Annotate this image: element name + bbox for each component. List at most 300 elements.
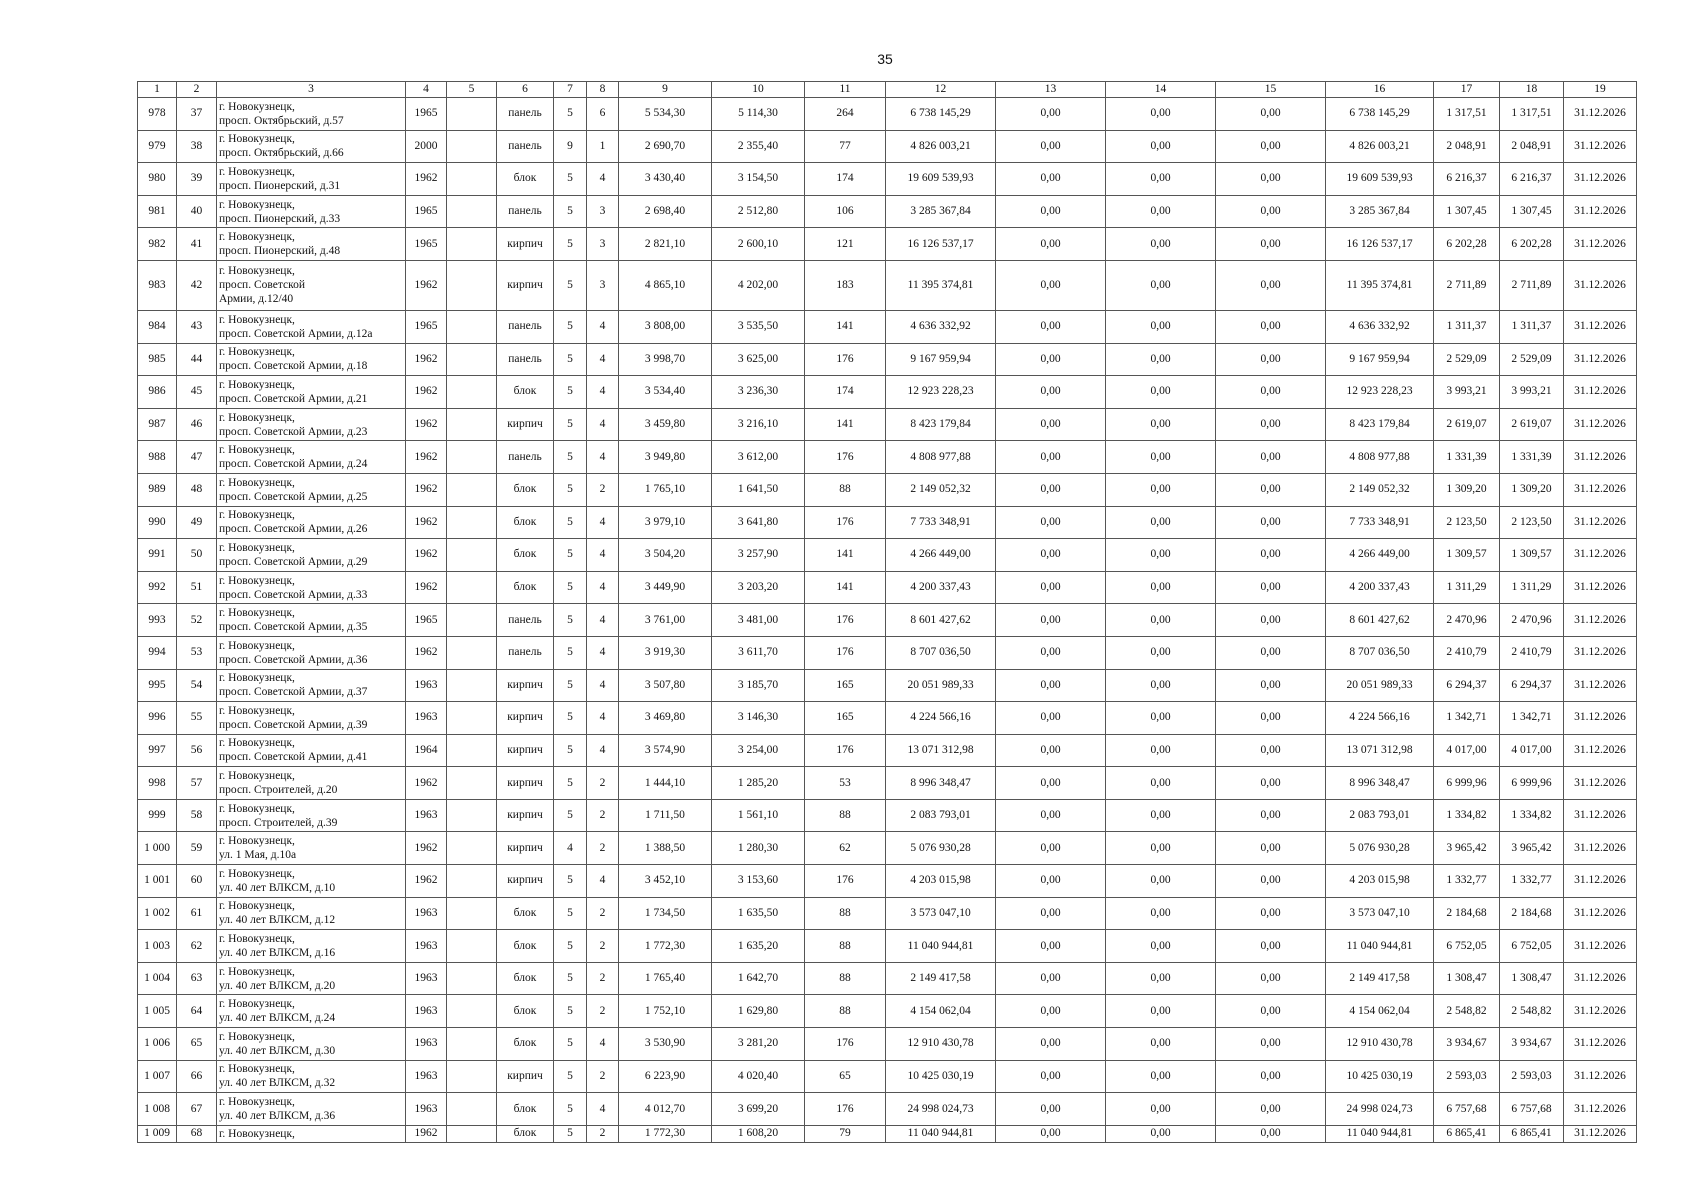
- table-cell: 19 609 539,93: [886, 163, 996, 196]
- table-cell: 68: [177, 1125, 217, 1142]
- column-header: 14: [1106, 82, 1216, 98]
- table-cell: 3: [587, 195, 619, 228]
- table-cell: 2 184,68: [1500, 897, 1564, 930]
- table-cell: 4: [587, 865, 619, 898]
- table-cell: 1 285,20: [712, 767, 805, 800]
- table-cell: [447, 1125, 497, 1142]
- address-cell: г. Новокузнецк, просп. Советской Армии, д.24: [217, 441, 406, 474]
- table-cell: [447, 408, 497, 441]
- table-cell: 1 765,40: [619, 962, 712, 995]
- table-cell: 4: [554, 832, 587, 865]
- table-cell: 3 949,80: [619, 441, 712, 474]
- table-cell: 4: [587, 408, 619, 441]
- table-cell: 1963: [406, 1093, 447, 1126]
- table-cell: 1 635,50: [712, 897, 805, 930]
- table-row: [138, 310, 1637, 343]
- table-cell: 51: [177, 571, 217, 604]
- table-cell: 1 002: [138, 897, 177, 930]
- table-cell: 0,00: [1216, 343, 1326, 376]
- table-cell: 6: [587, 98, 619, 131]
- table-cell: 0,00: [1216, 571, 1326, 604]
- table-cell: 31.12.2026: [1564, 702, 1637, 735]
- table-cell: 1962: [406, 571, 447, 604]
- table-cell: 2 593,03: [1500, 1060, 1564, 1093]
- table-cell: 174: [805, 376, 886, 409]
- table-cell: 0,00: [1106, 376, 1216, 409]
- table-cell: 6 738 145,29: [1326, 98, 1434, 131]
- table-cell: 3 154,50: [712, 163, 805, 196]
- table-cell: 1962: [406, 767, 447, 800]
- table-cell: 4 017,00: [1500, 734, 1564, 767]
- table-cell: 0,00: [1216, 930, 1326, 963]
- table-cell: 0,00: [1216, 897, 1326, 930]
- table-cell: 31.12.2026: [1564, 228, 1637, 261]
- table-cell: 16 126 537,17: [886, 228, 996, 261]
- table-cell: [447, 473, 497, 506]
- table-cell: 5: [554, 1028, 587, 1061]
- table-cell: 4: [587, 506, 619, 539]
- table-cell: 1963: [406, 702, 447, 735]
- table-cell: 6 757,68: [1434, 1093, 1500, 1126]
- table-cell: 4: [587, 636, 619, 669]
- table-row: [138, 767, 1637, 800]
- table-cell: 176: [805, 734, 886, 767]
- address-cell: г. Новокузнецк, ул. 40 лет ВЛКСМ, д.24: [217, 995, 406, 1028]
- table-cell: 2 083 793,01: [1326, 799, 1434, 832]
- table-cell: 31.12.2026: [1564, 571, 1637, 604]
- table-cell: 88: [805, 962, 886, 995]
- table-cell: 3 481,00: [712, 604, 805, 637]
- table-cell: 1 331,39: [1434, 441, 1500, 474]
- table-cell: [447, 636, 497, 669]
- table-cell: 4 808 977,88: [1326, 441, 1434, 474]
- table-cell: 1 308,47: [1500, 962, 1564, 995]
- register-table: [137, 81, 1637, 1143]
- table-cell: 5: [554, 408, 587, 441]
- table-cell: 2 470,96: [1500, 604, 1564, 637]
- table-cell: 2 083 793,01: [886, 799, 996, 832]
- table-cell: 1962: [406, 343, 447, 376]
- table-cell: 0,00: [1216, 604, 1326, 637]
- table-cell: 0,00: [1216, 163, 1326, 196]
- table-cell: 3 612,00: [712, 441, 805, 474]
- table-row: [138, 1125, 1637, 1142]
- table-row: [138, 195, 1637, 228]
- table-cell: 4: [587, 441, 619, 474]
- address-cell: г. Новокузнецк, ул. 40 лет ВЛКСМ, д.32: [217, 1060, 406, 1093]
- table-cell: 3 530,90: [619, 1028, 712, 1061]
- table-cell: блок: [497, 473, 554, 506]
- table-cell: 1 309,20: [1434, 473, 1500, 506]
- table-cell: [447, 897, 497, 930]
- column-header: 5: [447, 82, 497, 98]
- table-cell: 2 711,89: [1434, 260, 1500, 310]
- table-cell: 0,00: [1216, 962, 1326, 995]
- table-cell: 11 040 944,81: [1326, 930, 1434, 963]
- table-cell: 63: [177, 962, 217, 995]
- table-cell: 0,00: [996, 636, 1106, 669]
- table-cell: 106: [805, 195, 886, 228]
- table-cell: 1 317,51: [1434, 98, 1500, 131]
- table-cell: 0,00: [996, 1028, 1106, 1061]
- table-cell: 5 076 930,28: [886, 832, 996, 865]
- table-cell: 0,00: [996, 1093, 1106, 1126]
- table-cell: 10 425 030,19: [1326, 1060, 1434, 1093]
- table-cell: 5 076 930,28: [1326, 832, 1434, 865]
- table-cell: [447, 376, 497, 409]
- table-cell: 0,00: [1216, 1125, 1326, 1142]
- table-cell: 0,00: [1216, 1060, 1326, 1093]
- table-cell: 31.12.2026: [1564, 539, 1637, 572]
- table-row: [138, 130, 1637, 163]
- table-cell: 1 280,30: [712, 832, 805, 865]
- table-cell: 24 998 024,73: [886, 1093, 996, 1126]
- table-cell: [447, 1060, 497, 1093]
- table-cell: 31.12.2026: [1564, 473, 1637, 506]
- table-row: [138, 260, 1637, 310]
- table-cell: [447, 539, 497, 572]
- table-row: [138, 995, 1637, 1028]
- table-cell: 264: [805, 98, 886, 131]
- table-cell: 0,00: [1106, 343, 1216, 376]
- table-cell: 31.12.2026: [1564, 995, 1637, 1028]
- table-cell: 176: [805, 604, 886, 637]
- table-cell: 3 573 047,10: [886, 897, 996, 930]
- address-cell: г. Новокузнецк, просп. Октябрьский, д.57: [217, 98, 406, 131]
- address-cell: г. Новокузнецк, просп. Пионерский, д.31: [217, 163, 406, 196]
- address-cell: г. Новокузнецк, просп. Строителей, д.39: [217, 799, 406, 832]
- table-cell: 8 996 348,47: [886, 767, 996, 800]
- table-cell: 141: [805, 539, 886, 572]
- table-cell: блок: [497, 376, 554, 409]
- table-cell: 0,00: [996, 1125, 1106, 1142]
- table-cell: 1963: [406, 897, 447, 930]
- table-cell: 0,00: [1106, 767, 1216, 800]
- table-cell: 0,00: [996, 669, 1106, 702]
- table-cell: 31.12.2026: [1564, 865, 1637, 898]
- table-cell: 2 355,40: [712, 130, 805, 163]
- table-row: [138, 799, 1637, 832]
- table-cell: 3 449,90: [619, 571, 712, 604]
- table-row: [138, 376, 1637, 409]
- table-cell: 9 167 959,94: [886, 343, 996, 376]
- address-cell: г. Новокузнецк, просп. Советской Армии, д.12/40: [217, 260, 406, 310]
- table-cell: 3 993,21: [1500, 376, 1564, 409]
- table-cell: 2: [587, 995, 619, 1028]
- table-cell: 4: [587, 343, 619, 376]
- table-cell: 6 738 145,29: [886, 98, 996, 131]
- table-cell: 38: [177, 130, 217, 163]
- table-cell: 5: [554, 962, 587, 995]
- table-cell: [447, 98, 497, 131]
- table-cell: 986: [138, 376, 177, 409]
- table-cell: 141: [805, 310, 886, 343]
- table-cell: 0,00: [1106, 163, 1216, 196]
- table-cell: 88: [805, 473, 886, 506]
- table-cell: 49: [177, 506, 217, 539]
- table-cell: 1 641,50: [712, 473, 805, 506]
- table-cell: 20 051 989,33: [886, 669, 996, 702]
- table-cell: 0,00: [1216, 539, 1326, 572]
- table-cell: 31.12.2026: [1564, 1028, 1637, 1061]
- table-cell: 3 979,10: [619, 506, 712, 539]
- column-header: 2: [177, 82, 217, 98]
- table-cell: 0,00: [996, 98, 1106, 131]
- table-cell: 1 635,20: [712, 930, 805, 963]
- table-cell: 5: [554, 799, 587, 832]
- table-header: [138, 82, 1637, 98]
- table-cell: 183: [805, 260, 886, 310]
- table-cell: 1 311,37: [1434, 310, 1500, 343]
- table-cell: 2: [587, 1060, 619, 1093]
- table-cell: [447, 343, 497, 376]
- table-cell: 2 619,07: [1434, 408, 1500, 441]
- address-cell: г. Новокузнецк, просп. Советской Армии, д.21: [217, 376, 406, 409]
- table-cell: 1 009: [138, 1125, 177, 1142]
- address-cell: г. Новокузнецк, просп. Советской Армии, д.26: [217, 506, 406, 539]
- table-cell: 8 601 427,62: [886, 604, 996, 637]
- column-header: 13: [996, 82, 1106, 98]
- table-cell: 1962: [406, 865, 447, 898]
- table-cell: 0,00: [996, 799, 1106, 832]
- table-cell: 31.12.2026: [1564, 441, 1637, 474]
- address-cell: г. Новокузнецк, просп. Советской Армии, д.25: [217, 473, 406, 506]
- table-cell: панель: [497, 604, 554, 637]
- table-cell: 992: [138, 571, 177, 604]
- table-cell: 4 224 566,16: [886, 702, 996, 735]
- address-cell: г. Новокузнецк, просп. Советской Армии, д.35: [217, 604, 406, 637]
- table-cell: 0,00: [996, 376, 1106, 409]
- table-cell: 31.12.2026: [1564, 799, 1637, 832]
- table-cell: 3 919,30: [619, 636, 712, 669]
- table-cell: 31.12.2026: [1564, 163, 1637, 196]
- table-cell: 121: [805, 228, 886, 261]
- address-cell: г. Новокузнецк, ул. 1 Мая, д.10а: [217, 832, 406, 865]
- table-cell: 3 993,21: [1434, 376, 1500, 409]
- table-cell: блок: [497, 1028, 554, 1061]
- table-cell: 31.12.2026: [1564, 734, 1637, 767]
- table-cell: 50: [177, 539, 217, 572]
- table-cell: 1 342,71: [1434, 702, 1500, 735]
- table-cell: 62: [177, 930, 217, 963]
- table-cell: 989: [138, 473, 177, 506]
- address-cell: г. Новокузнецк, ул. 40 лет ВЛКСМ, д.12: [217, 897, 406, 930]
- table-cell: 1962: [406, 1125, 447, 1142]
- table-cell: 31.12.2026: [1564, 195, 1637, 228]
- table-cell: 1 000: [138, 832, 177, 865]
- table-cell: [447, 310, 497, 343]
- table-cell: 1965: [406, 228, 447, 261]
- table-cell: 31.12.2026: [1564, 1093, 1637, 1126]
- table-cell: 31.12.2026: [1564, 343, 1637, 376]
- table-cell: 0,00: [1106, 995, 1216, 1028]
- table-cell: 12 923 228,23: [1326, 376, 1434, 409]
- table-cell: блок: [497, 539, 554, 572]
- table-row: [138, 865, 1637, 898]
- table-cell: [447, 930, 497, 963]
- table-cell: 79: [805, 1125, 886, 1142]
- table-row: [138, 930, 1637, 963]
- table-cell: 0,00: [996, 343, 1106, 376]
- table-cell: 1 772,30: [619, 1125, 712, 1142]
- table-cell: 1 311,37: [1500, 310, 1564, 343]
- table-cell: [447, 228, 497, 261]
- table-cell: 31.12.2026: [1564, 604, 1637, 637]
- table-cell: 2 619,07: [1500, 408, 1564, 441]
- table-cell: 1 334,82: [1434, 799, 1500, 832]
- table-cell: 4: [587, 702, 619, 735]
- table-cell: 0,00: [996, 539, 1106, 572]
- table-cell: 62: [805, 832, 886, 865]
- column-header: 3: [217, 82, 406, 98]
- table-cell: 0,00: [1216, 636, 1326, 669]
- column-header: 7: [554, 82, 587, 98]
- table-cell: 4 012,70: [619, 1093, 712, 1126]
- table-cell: 0,00: [1216, 734, 1326, 767]
- table-cell: 4 020,40: [712, 1060, 805, 1093]
- table-cell: 59: [177, 832, 217, 865]
- table-cell: панель: [497, 343, 554, 376]
- table-cell: 1962: [406, 376, 447, 409]
- table-cell: блок: [497, 962, 554, 995]
- table-cell: 3 236,30: [712, 376, 805, 409]
- table-cell: 53: [805, 767, 886, 800]
- table-cell: 0,00: [996, 995, 1106, 1028]
- column-header: 6: [497, 82, 554, 98]
- table-cell: 0,00: [1106, 228, 1216, 261]
- table-cell: блок: [497, 506, 554, 539]
- table-cell: 988: [138, 441, 177, 474]
- table-cell: 4 865,10: [619, 260, 712, 310]
- address-cell: г. Новокузнецк, просп. Советской Армии, д.23: [217, 408, 406, 441]
- table-cell: 0,00: [996, 1060, 1106, 1093]
- table-cell: 3 254,00: [712, 734, 805, 767]
- table-cell: 1 332,77: [1500, 865, 1564, 898]
- table-cell: 1963: [406, 962, 447, 995]
- table-cell: 0,00: [996, 702, 1106, 735]
- table-cell: 0,00: [1216, 669, 1326, 702]
- column-header: 4: [406, 82, 447, 98]
- table-cell: 6 294,37: [1500, 669, 1564, 702]
- table-cell: 2 149 052,32: [1326, 473, 1434, 506]
- table-cell: 31.12.2026: [1564, 310, 1637, 343]
- table-cell: 88: [805, 897, 886, 930]
- table-cell: 3 625,00: [712, 343, 805, 376]
- table-cell: 6 223,90: [619, 1060, 712, 1093]
- table-cell: 0,00: [1106, 441, 1216, 474]
- table-cell: 6 999,96: [1500, 767, 1564, 800]
- table-cell: 0,00: [996, 260, 1106, 310]
- table-cell: 31.12.2026: [1564, 408, 1637, 441]
- table-cell: 1 629,80: [712, 995, 805, 1028]
- table-row: [138, 228, 1637, 261]
- table-row: [138, 1028, 1637, 1061]
- table-cell: 1963: [406, 669, 447, 702]
- table-cell: 1962: [406, 473, 447, 506]
- table-cell: 141: [805, 571, 886, 604]
- table-cell: 0,00: [996, 163, 1106, 196]
- table-cell: 3 469,80: [619, 702, 712, 735]
- table-cell: 88: [805, 995, 886, 1028]
- table-cell: кирпич: [497, 408, 554, 441]
- table-cell: 3 699,20: [712, 1093, 805, 1126]
- table-cell: 47: [177, 441, 217, 474]
- table-cell: 1962: [406, 441, 447, 474]
- table-cell: 65: [177, 1028, 217, 1061]
- table-cell: 11 040 944,81: [886, 1125, 996, 1142]
- table-cell: 2 123,50: [1500, 506, 1564, 539]
- table-cell: 0,00: [996, 310, 1106, 343]
- table-cell: 1963: [406, 995, 447, 1028]
- table-cell: 4 200 337,43: [886, 571, 996, 604]
- table-cell: 13 071 312,98: [1326, 734, 1434, 767]
- table-cell: 41: [177, 228, 217, 261]
- table-cell: 45: [177, 376, 217, 409]
- table-row: [138, 962, 1637, 995]
- table-cell: 0,00: [1106, 195, 1216, 228]
- table-cell: 5: [554, 260, 587, 310]
- table-cell: 176: [805, 636, 886, 669]
- table-cell: кирпич: [497, 669, 554, 702]
- table-cell: 3 216,10: [712, 408, 805, 441]
- column-header: 10: [712, 82, 805, 98]
- column-header: 15: [1216, 82, 1326, 98]
- table-cell: 987: [138, 408, 177, 441]
- table-cell: 6 865,41: [1500, 1125, 1564, 1142]
- table-cell: 5: [554, 571, 587, 604]
- table-cell: 982: [138, 228, 177, 261]
- table-cell: 2 548,82: [1500, 995, 1564, 1028]
- table-row: [138, 734, 1637, 767]
- table-cell: 176: [805, 441, 886, 474]
- table-cell: 4 154 062,04: [886, 995, 996, 1028]
- table-cell: 2: [587, 1125, 619, 1142]
- table-cell: 0,00: [1216, 228, 1326, 261]
- table-cell: 2 711,89: [1500, 260, 1564, 310]
- table-cell: 0,00: [996, 930, 1106, 963]
- table-cell: блок: [497, 995, 554, 1028]
- table-cell: [447, 734, 497, 767]
- table-cell: 3 934,67: [1500, 1028, 1564, 1061]
- address-cell: г. Новокузнецк, просп. Пионерский, д.48: [217, 228, 406, 261]
- table-cell: 0,00: [1216, 702, 1326, 735]
- table-cell: 4 266 449,00: [886, 539, 996, 572]
- address-cell: г. Новокузнецк, просп. Строителей, д.20: [217, 767, 406, 800]
- table-cell: 1963: [406, 799, 447, 832]
- table-cell: 998: [138, 767, 177, 800]
- column-header: 8: [587, 82, 619, 98]
- table-cell: блок: [497, 163, 554, 196]
- table-cell: 5: [554, 1125, 587, 1142]
- table-cell: 3 452,10: [619, 865, 712, 898]
- table-cell: 2 512,80: [712, 195, 805, 228]
- table-cell: 1965: [406, 604, 447, 637]
- table-cell: 2: [587, 799, 619, 832]
- table-cell: 1963: [406, 1028, 447, 1061]
- table-cell: 4 266 449,00: [1326, 539, 1434, 572]
- column-header: 19: [1564, 82, 1637, 98]
- table-cell: 3 430,40: [619, 163, 712, 196]
- table-cell: 5: [554, 441, 587, 474]
- table-cell: 0,00: [1106, 604, 1216, 637]
- table-cell: 0,00: [996, 897, 1106, 930]
- table-cell: 53: [177, 636, 217, 669]
- table-cell: 174: [805, 163, 886, 196]
- table-cell: 12 910 430,78: [1326, 1028, 1434, 1061]
- table-cell: 0,00: [1216, 995, 1326, 1028]
- table-cell: 4: [587, 604, 619, 637]
- table-cell: 4 202,00: [712, 260, 805, 310]
